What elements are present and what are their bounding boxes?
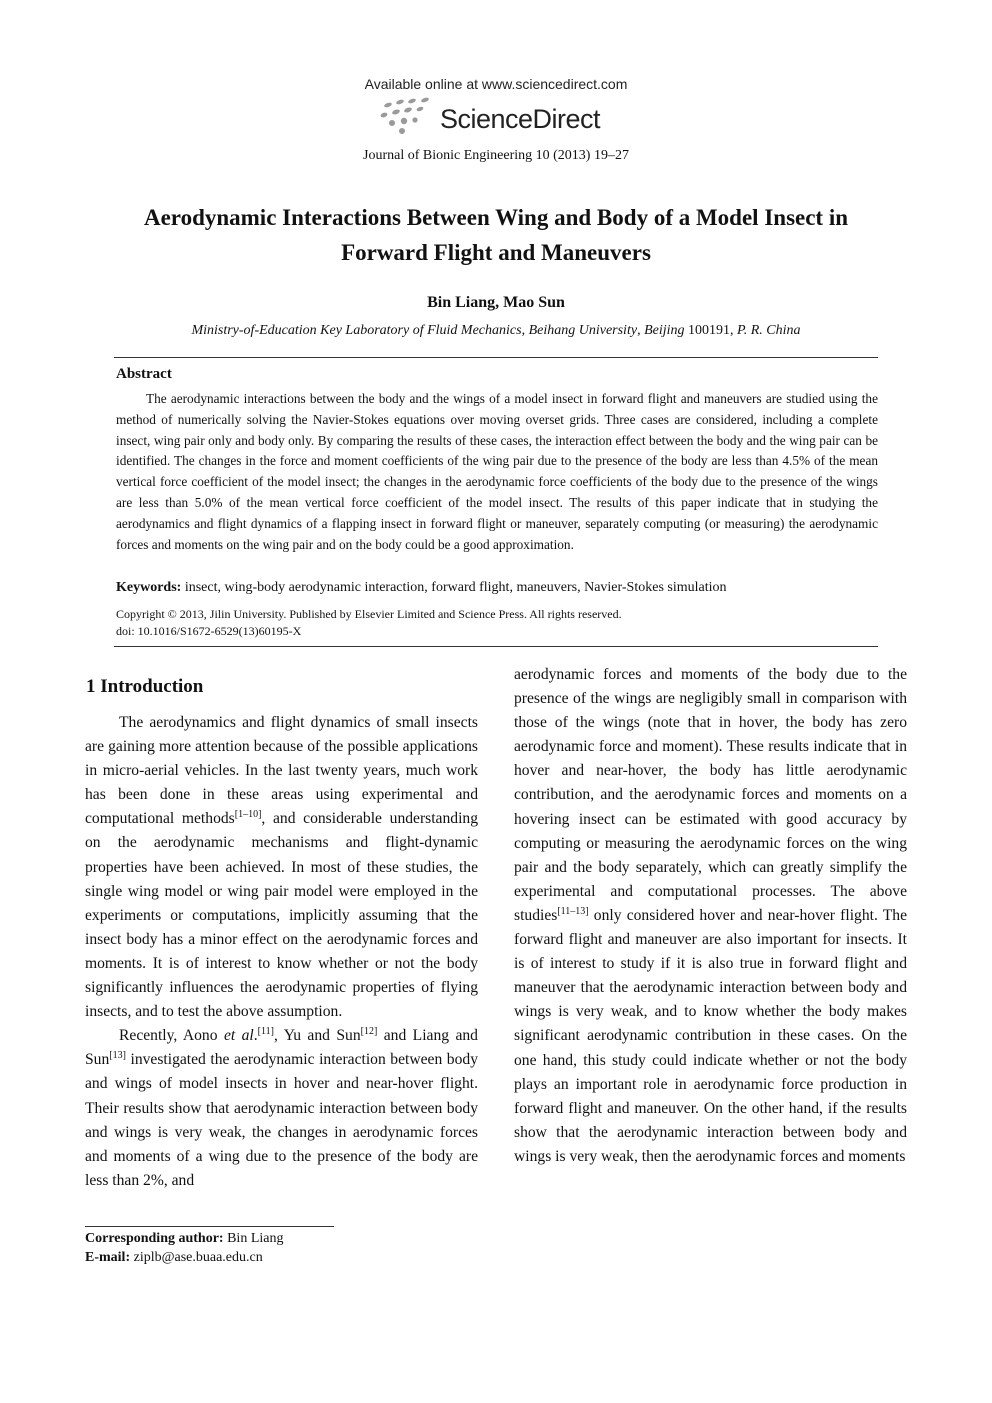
available-online-line: Available online at www.sciencedirect.com bbox=[364, 76, 628, 92]
affiliation-postcode: 100191 bbox=[688, 323, 730, 338]
corresponding-author bbox=[85, 1229, 283, 1248]
right-column bbox=[514, 663, 907, 1169]
et-al: et al bbox=[223, 1027, 254, 1045]
intro-right-text-cont: only considered hover and near-hover flight. The forward flight and maneuver are also important for insects. It is of interest to study if it is also true in forward flight and maneuver that the aerodynamic interaction between body and wings is very weak, and to know whether the body makes significant aerodynamic contribution in these cases. On the one hand, this study could indicate whether or not the body plays an important role in aerodynamic force production in forward flight and maneuver. On the other hand, if the results show that the aerodynamic interaction between body and wings is very weak, then the aerodynamic forces and moments bbox=[514, 906, 907, 1165]
intro-p2-text-cont: investigated the aerodynamic interaction between body and wings of model insects in hover and near-hover flight. Their results show that aerodynamic interaction between body and wings is very weak, the changes in aerodynamic forces and moments of a wing due to the presence of the body are less than 2%, and bbox=[85, 1051, 478, 1189]
email-line bbox=[85, 1248, 283, 1267]
intro-p2-period: . bbox=[253, 1027, 258, 1045]
citation-ref: [11–13] bbox=[557, 905, 589, 917]
affiliation-city: Beijing bbox=[644, 323, 685, 338]
corresponding-author-name: Bin Liang bbox=[227, 1231, 284, 1246]
abstract-top-rule bbox=[114, 357, 878, 358]
intro-paragraph-1 bbox=[85, 711, 478, 1024]
section-heading-introduction: 1 Introduction bbox=[86, 676, 204, 697]
author-list: Bin Liang, Mao Sun bbox=[427, 294, 565, 311]
copyright-notice: Copyright © 2013, Jilin University. Published by Elsevier Limited and Science Press. All rights reserved. bbox=[116, 607, 622, 621]
intro-p2-text-cont: , Yu and Sun bbox=[273, 1027, 361, 1045]
corresponding-author-label: Corresponding author: bbox=[85, 1231, 224, 1246]
footnote bbox=[85, 1229, 283, 1267]
keywords-line bbox=[116, 580, 878, 596]
affiliation-lab: Ministry-of-Education Key Laboratory of Fluid Mechanics bbox=[191, 323, 522, 338]
journal-citation: Journal of Bionic Engineering 10 (2013) 19–27 bbox=[363, 148, 629, 163]
intro-p2-text: Recently, Aono bbox=[119, 1027, 224, 1045]
sciencedirect-dots-icon bbox=[378, 96, 440, 140]
keywords-list: insect, wing-body aerodynamic interaction, forward flight, maneuvers, Navier-Stokes simulation bbox=[184, 580, 727, 595]
abstract-heading: Abstract bbox=[116, 366, 172, 382]
footnote-rule bbox=[85, 1226, 334, 1227]
intro-p2-text-cont: and Liang and Sun bbox=[85, 1027, 478, 1069]
email-address: ziplb@ase.buaa.edu.cn bbox=[133, 1250, 263, 1265]
sciencedirect-wordmark: ScienceDirect bbox=[440, 104, 601, 134]
email-label: E-mail: bbox=[85, 1250, 131, 1265]
citation-ref: [11] bbox=[257, 1026, 274, 1038]
intro-paragraph-2-continued bbox=[514, 663, 907, 1169]
keywords-label: Keywords: bbox=[116, 580, 182, 595]
intro-p1-text: The aerodynamics and flight dynamics of small insects are gaining more attention because of the possible applications in micro-aerial vehicles. In the last twenty years, much work has been done in these areas using experimental and computational methods bbox=[85, 714, 478, 828]
abstract-bottom-rule bbox=[114, 646, 878, 647]
left-column bbox=[85, 711, 478, 1193]
article-title: Aerodynamic Interactions Between Wing and Body of a Model Insect in Forward Flight and Maneuvers bbox=[143, 205, 849, 265]
intro-p1-text-cont: , and considerable understanding on the aerodynamic mechanisms and flight-dynamic properties have been achieved. In most of these studies, the single wing model or wing pair model were employed in the experiments or computations, implicitly assuming that the insect body has a minor effect on the aerodynamic forces and moments. It is of interest to know whether or not the body significantly influences the aerodynamic properties of flying insects, and to test the above assumption. bbox=[85, 810, 478, 1021]
citation-ref: [13] bbox=[109, 1050, 126, 1062]
intro-right-text: aerodynamic forces and moments of the body due to the presence of the wings are negligibly small in comparison with those of the wings (note that in hover, the body has zero aerodynamic force and moment). These results indicate that in hover and near-hover, the body has little aerodynamic contribution, and the aerodynamic forces and moments on a hovering insect can be estimated with good accuracy by computing or measuring the aerodynamic forces on the wing pair and the body separately, which can greatly simplify the experimental and computational processes. The above studies bbox=[514, 666, 907, 924]
doi: doi: 10.1016/S1672-6529(13)60195-X bbox=[116, 624, 302, 638]
sciencedirect-logo bbox=[378, 96, 618, 140]
affiliation: Ministry-of-Education Key Laboratory of Fluid Mechanics, Beihang University, Beijing 100191, P. R. China bbox=[191, 323, 801, 338]
copyright-block bbox=[116, 606, 622, 640]
citation-ref: [1–10] bbox=[234, 809, 262, 821]
affiliation-university: Beihang University bbox=[528, 323, 638, 338]
intro-paragraph-2 bbox=[85, 1024, 478, 1193]
abstract-text: The aerodynamic interactions between the body and the wings of a model insect in forward flight and maneuvers are studied using the method of numerically solving the Navier-Stokes equations over moving overset grids. Three cases are considered, including a complete insect, wing pair only and body only. By comparing the results of these cases, the interaction effect between the body and the wing pair can be identified. The changes in the force and moment coefficients of the wing pair due to the presence of the body are less than 4.5% of the mean vertical force coefficient of the model insect; the changes in the aerodynamic force coefficients of the body due to the presence of the wings are less than 5.0% of the mean vertical force coefficient of the model insect. The results of this paper indicate that in studying the aerodynamics and flight dynamics of a flapping insect in forward flight or maneuver, separately computing (or measuring) the aerodynamic forces and moments on the wing pair and on the body could be a good approximation. bbox=[116, 391, 878, 552]
affiliation-country: P. R. China bbox=[737, 323, 801, 338]
citation-ref: [12] bbox=[360, 1026, 378, 1038]
